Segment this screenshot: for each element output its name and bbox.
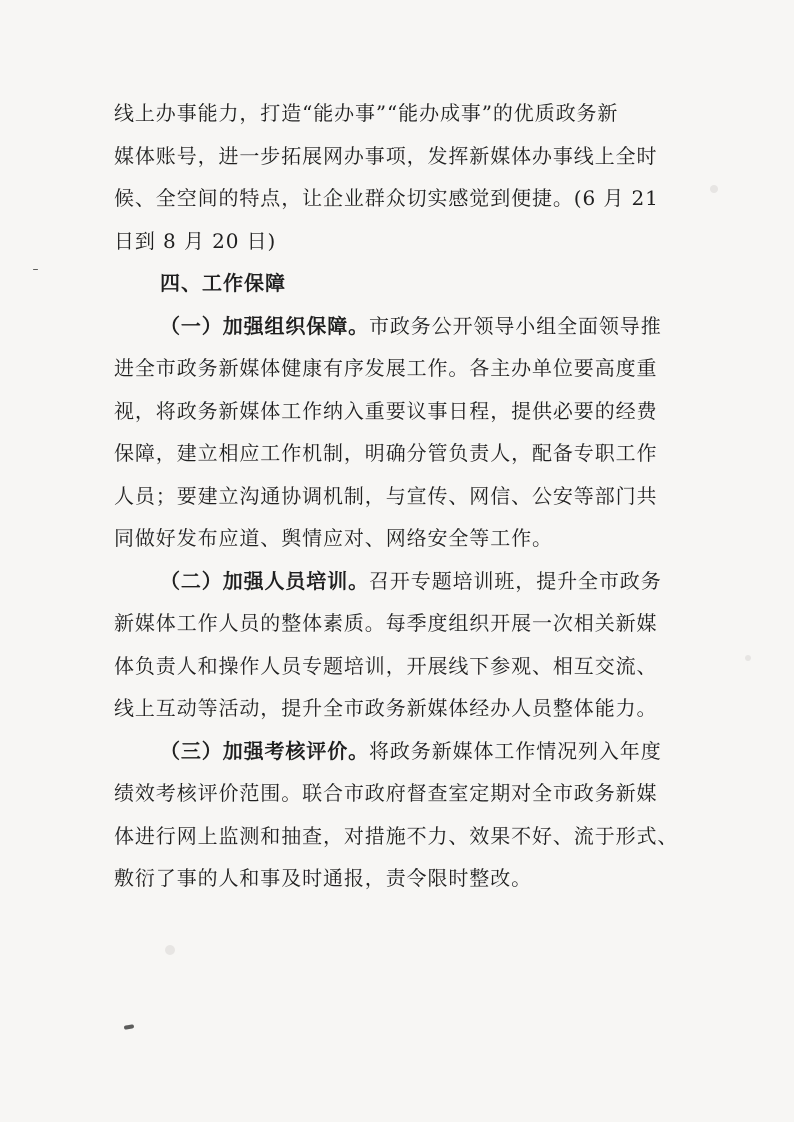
subsection-2-heading: （二）加强人员培训。 xyxy=(160,568,369,593)
subsection-3-line-4: 敷衍了事的人和事及时通报，责令限时整改。 xyxy=(114,866,532,890)
subsection-1-heading: （一）加强组织保障。 xyxy=(160,313,369,338)
intro-line-1: 线上办事能力，打造“能办事”“能办成事”的优质政务新 xyxy=(114,101,619,125)
subsection-3-heading: （三）加强考核评价。 xyxy=(160,738,369,763)
subsection-2-first-line-rest: 召开专题培训班，提升全市政务 xyxy=(369,568,662,593)
intro-paragraph xyxy=(114,92,708,262)
subsection-1-first-line-rest: 市政务公开领导小组全面领导推 xyxy=(369,313,662,338)
subsection-1 xyxy=(114,305,708,560)
intro-line-2: 媒体账号，进一步拓展网办事项，发挥新媒体办事线上全时 xyxy=(114,143,658,168)
subsection-2-line-3: 体负责人和操作人员专题培训，开展线下参观、相互交流、 xyxy=(114,653,658,678)
section-heading: 四、工作保障 xyxy=(160,271,286,295)
subsection-3-line-3: 体进行网上监测和抽查，对措施不力、效果不好、流于形式、 xyxy=(114,823,679,848)
subsection-2 xyxy=(114,560,708,730)
subsection-1-line-5: 人员；要建立沟通协调机制，与宣传、网信、公安等部门共 xyxy=(114,483,658,508)
subsection-3-line-2: 绩效考核评价范围。联合市政府督查室定期对全市政务新媒 xyxy=(114,781,658,805)
scan-speck xyxy=(710,185,718,193)
intro-line-3: 候、全空间的特点，让企业群众切实感觉到便捷。(6 月 21 xyxy=(114,186,659,210)
intro-line-4: 日到 8 月 20 日) xyxy=(114,228,277,253)
subsection-3-first-line-rest: 将政务新媒体工作情况列入年度 xyxy=(369,738,662,763)
subsection-1-line-2: 进全市政务新媒体健康有序发展工作。各主办单位要高度重 xyxy=(114,356,658,380)
subsection-1-first-line xyxy=(114,305,708,348)
subsection-3 xyxy=(114,730,708,900)
subsection-3-first-line xyxy=(114,730,708,773)
subsection-1-line-6: 同做好发布应道、舆情应对、网络安全等工作。 xyxy=(114,526,553,550)
scan-speck xyxy=(745,655,751,661)
scan-mark xyxy=(33,269,38,270)
scan-mark xyxy=(124,1024,135,1030)
scan-speck xyxy=(165,945,175,955)
subsection-1-line-4: 保障，建立相应工作机制，明确分管负责人，配备专职工作 xyxy=(114,441,658,465)
subsection-2-first-line xyxy=(114,560,708,603)
subsection-2-line-2: 新媒体工作人员的整体素质。每季度组织开展一次相关新媒 xyxy=(114,611,658,635)
subsection-1-line-3: 视，将政务新媒体工作纳入重要议事日程，提供必要的经费 xyxy=(114,398,658,423)
subsection-2-line-4: 线上互动等活动，提升全市政务新媒体经办人员整体能力。 xyxy=(114,696,658,720)
